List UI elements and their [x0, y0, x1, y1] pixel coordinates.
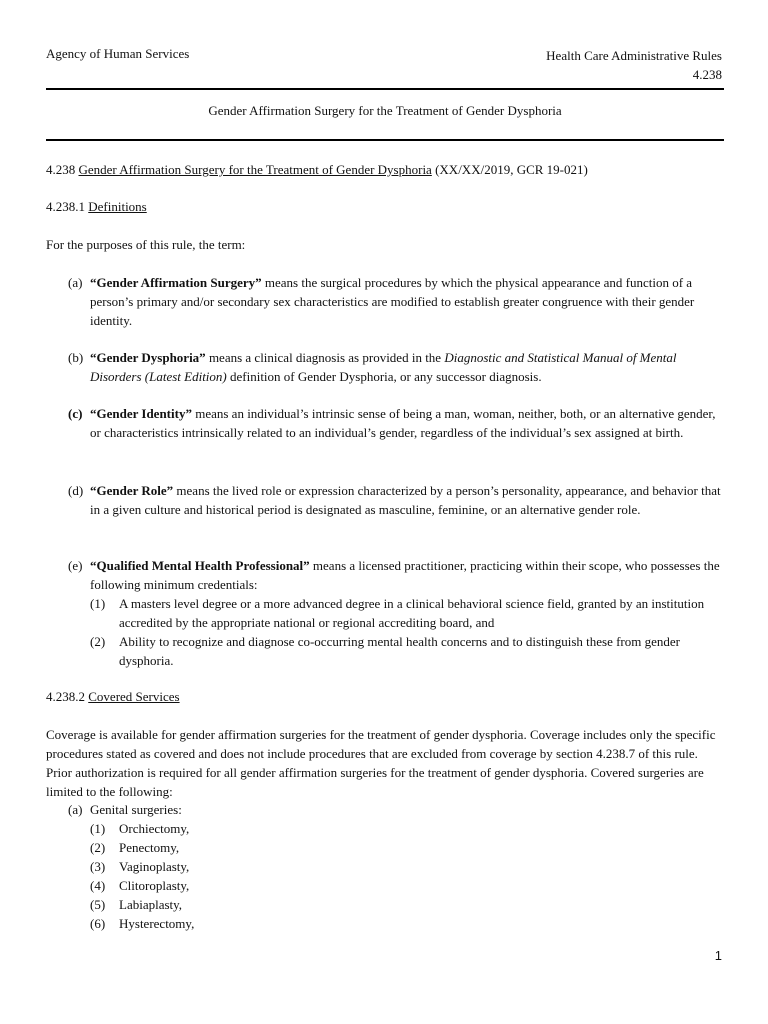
genital-item-5	[90, 895, 390, 914]
credential-marker: (1)	[90, 596, 106, 611]
definition-a	[68, 273, 728, 330]
genital-item-2	[90, 838, 390, 857]
item-text: Penectomy,	[119, 840, 180, 855]
credential-marker: (2)	[90, 634, 106, 649]
covered-paragraph: Coverage is available for gender affirmation surgeries for the treatment of gender dysphoria. Coverage includes only the specific procedures stated as covered and does not include procedures that are excluded from coverage by section 4.238.7 of this rule. Prior authorization is required for all gender affirmation surgeries for the treatment of gender dysphoria. Covered surgeries are limited to the following:	[46, 727, 716, 799]
rule-number: 4.238	[692, 67, 722, 82]
definition-text: means a licensed practitioner, practicing within their scope, who possesses the following minimum credentials:	[90, 558, 720, 592]
item-marker: (5)	[90, 897, 106, 912]
definition-term: “Gender Affirmation Surgery”	[90, 275, 262, 290]
definition-text: means an individual’s intrinsic sense of being a man, woman, neither, both, or an alternative gender, or characteristics intrinsically related to an individual’s gender, regardless of the individual’s sex assigned at birth.	[90, 406, 716, 440]
genital-marker: (a)	[68, 802, 83, 817]
item-text: Labiaplasty,	[119, 897, 183, 912]
credential-text: Ability to recognize and diagnose co-occurring mental health concerns and to distinguish these from gender dysphoria.	[119, 634, 680, 668]
rule-heading	[46, 160, 726, 179]
genital-surgeries	[68, 800, 728, 819]
definition-term: “Gender Dysphoria”	[90, 350, 206, 365]
credential-1	[90, 594, 730, 632]
item-marker: (2)	[90, 840, 106, 855]
definition-marker: (b)	[68, 350, 84, 365]
definition-d	[68, 481, 728, 519]
definitions-heading-number: 4.238.1	[46, 199, 85, 214]
rule-heading-number: 4.238	[46, 162, 76, 177]
definitions-intro: For the purposes of this rule, the term:	[46, 237, 246, 252]
definition-text: means the lived role or expression characterized by a person’s personality, appearance, and behavior that in a given culture and historical period is designated as masculine, feminine, or an alternative gender role.	[90, 483, 721, 517]
dsm-title: Diagnostic and Statistical Manual of Mental Disorders (Latest Edition)	[90, 350, 677, 384]
definition-text: means a clinical diagnosis as provided in the	[208, 350, 442, 365]
genital-item-6	[90, 914, 390, 933]
credential-text: A masters level degree or a more advanced degree in a clinical behavioral science field, granted by an institution accredited by the appropriate national or regional accrediting board, and	[119, 596, 705, 630]
covered-heading-title: Covered Services	[88, 689, 180, 704]
top-divider	[46, 88, 724, 90]
definition-marker: (e)	[68, 558, 83, 573]
definition-marker: (d)	[68, 483, 84, 498]
covered-heading-number: 4.238.2	[46, 689, 85, 704]
rule-heading-title: Gender Affirmation Surgery for the Treatment of Gender Dysphoria	[78, 162, 432, 177]
page-number: 1	[714, 948, 722, 963]
definition-marker: (a)	[68, 275, 83, 290]
credential-2	[90, 632, 730, 670]
rule-heading-suffix: (XX/XX/2019, GCR 19-021)	[435, 162, 588, 177]
definition-text-after: definition of Gender Dysphoria, or any successor diagnosis.	[230, 369, 542, 384]
genital-item-3	[90, 857, 390, 876]
agency-name: Agency of Human Services	[46, 46, 190, 61]
genital-item-1	[90, 819, 390, 838]
definition-term: “Qualified Mental Health Professional”	[90, 558, 310, 573]
item-text: Vaginoplasty,	[119, 859, 190, 874]
definition-c	[68, 404, 728, 442]
item-text: Hysterectomy,	[119, 916, 195, 931]
definition-text: means the surgical procedures by which the physical appearance and function of a person’s primary and/or secondary sex characteristics are modified to establish greater congruence with their gender identity.	[90, 275, 695, 328]
rules-header	[546, 46, 722, 84]
item-marker: (4)	[90, 878, 106, 893]
definition-e	[68, 556, 728, 594]
item-marker: (1)	[90, 821, 106, 836]
definitions-heading-title: Definitions	[88, 199, 147, 214]
definition-b	[68, 348, 728, 386]
genital-item-4	[90, 876, 390, 895]
definition-term: “Gender Role”	[90, 483, 174, 498]
item-text: Orchiectomy,	[119, 821, 190, 836]
item-text: Clitoroplasty,	[119, 878, 190, 893]
title-divider	[46, 139, 724, 141]
genital-label: Genital surgeries:	[90, 802, 182, 817]
covered-services-heading	[46, 687, 726, 706]
definition-term: “Gender Identity”	[90, 406, 192, 421]
rules-title: Health Care Administrative Rules	[546, 48, 722, 63]
definitions-heading	[46, 197, 726, 216]
document-title: Gender Affirmation Surgery for the Treatment of Gender Dysphoria	[208, 103, 562, 118]
item-marker: (6)	[90, 916, 106, 931]
definition-marker: (c)	[68, 406, 83, 421]
item-marker: (3)	[90, 859, 106, 874]
